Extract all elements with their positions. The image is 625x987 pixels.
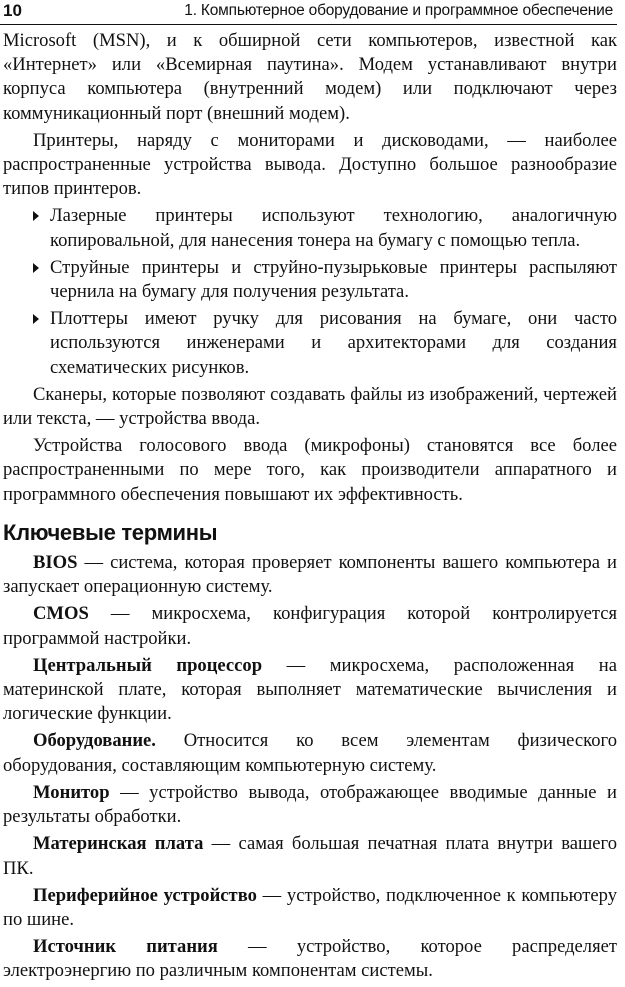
- page-number: 10: [3, 1, 22, 20]
- glossary-entry: [3, 781, 617, 829]
- glossary-term: BIOS: [33, 552, 78, 574]
- triangle-bullet-icon: [33, 314, 39, 324]
- list-item-text: Лазерные принтеры используют технологию, аналогичную копировальной, для нанесения тонера на бумагу с помощью тепла.: [50, 205, 617, 251]
- bullet-list: [3, 204, 617, 379]
- glossary-definition: — микросхема, конфигурация которой контролируется программой настройки.: [3, 603, 617, 649]
- running-head: 1. Компьютерное оборудование и программное обеспечение: [184, 2, 613, 19]
- glossary-definition: — устройство вывода, отображающее вводимые данные и результаты обработки.: [3, 781, 617, 828]
- glossary-definition: — устройство, которое распределяет электроэнергию по различным компонентам системы.: [3, 936, 618, 982]
- list-item: [3, 256, 617, 304]
- glossary-term: Центральный процессор: [33, 654, 263, 676]
- glossary-term: Монитор: [33, 781, 110, 803]
- glossary-definition: Относится ко всем элементам физического оборудования, составляющим компьютерную систему.: [3, 730, 617, 776]
- triangle-bullet-icon: [33, 263, 39, 273]
- glossary-entry: [3, 884, 617, 932]
- paragraph: Принтеры, наряду с мониторами и дисководами, — наиболее распространенные устройства вывода. Доступно большое разнообразие типов принтеров.: [3, 129, 617, 200]
- paragraph: Устройства голосового ввода (микрофоны) становятся все более распространенными по мере того, как производители аппаратного и программного обеспечения повышают их эффективность.: [3, 435, 617, 505]
- glossary-definition: — микросхема, расположенная на материнской плате, которая выполняет математические вычисления и логические функции.: [3, 654, 617, 725]
- glossary-term: CMOS: [33, 603, 89, 625]
- glossary-entry: [3, 935, 617, 983]
- glossary-definition: — самая большая печатная плата внутри вашего ПК.: [3, 833, 618, 879]
- glossary-entry: [3, 832, 617, 880]
- glossary-entry: [3, 654, 617, 727]
- page-body: [3, 29, 617, 987]
- paragraph: Microsoft (MSN), и к обширной сети компьютеров, известной как «Интернет» или «Всемирная паутина». Модем устанавливают внутри корпуса компьютера (внутренний модем) или подключают через коммуникационный порт (внешний модем).: [3, 30, 617, 124]
- glossary-entry: [3, 602, 617, 650]
- list-item-text: Плоттеры имеют ручку для рисования на бумаге, они часто используются инженерами и архитекторами для создания схематических рисунков.: [50, 308, 617, 378]
- list-item-text: Струйные принтеры и струйно-пузырьковые принтеры распыляют чернила на бумагу для получения результата.: [50, 256, 617, 303]
- glossary-entry: [3, 729, 617, 777]
- glossary-definition: — система, которая проверяет компоненты вашего компьютера и запускает операционную систему.: [3, 552, 617, 598]
- section-heading: Ключевые термины: [3, 519, 218, 545]
- glossary-term: Периферийное устройство: [33, 884, 257, 906]
- glossary-entry: [3, 551, 617, 599]
- page-header: [0, 0, 617, 25]
- triangle-bullet-icon: [33, 211, 39, 221]
- paragraph: Сканеры, которые позволяют создавать файлы из изображений, чертежей или текста, — устройства ввода.: [3, 383, 617, 430]
- list-item: [3, 204, 617, 252]
- glossary-term: Оборудование.: [33, 730, 156, 752]
- glossary-definition: — устройство, подключенное к компьютеру по шине.: [3, 884, 617, 930]
- glossary-term: Источник питания: [33, 936, 218, 958]
- glossary-term: Материнская плата: [33, 833, 204, 855]
- list-item: [3, 307, 617, 380]
